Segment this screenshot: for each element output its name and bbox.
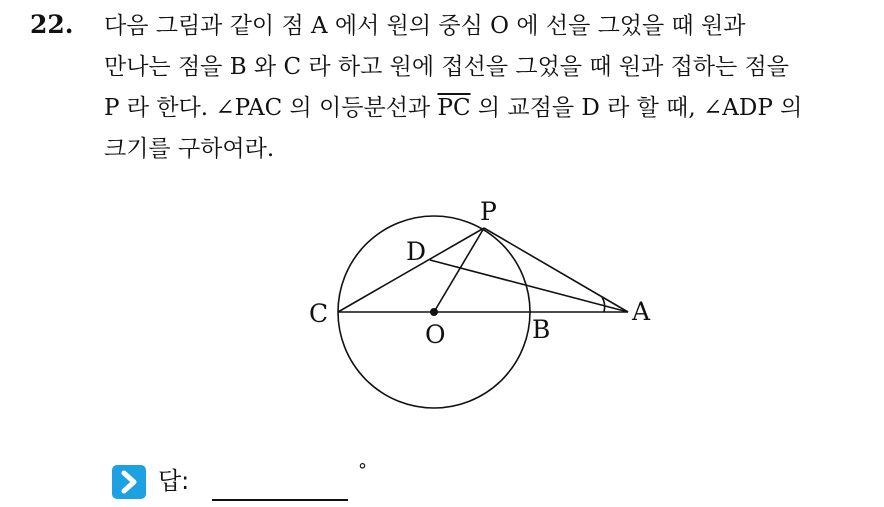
- answer-row: [112, 462, 512, 506]
- answer-unit: °: [358, 460, 367, 481]
- geometry-figure: [300, 190, 660, 418]
- problem-number: 22.: [30, 10, 74, 39]
- label-d: D: [406, 237, 427, 266]
- label-a: A: [632, 297, 651, 326]
- label-c: C: [309, 299, 329, 328]
- label-p: P: [480, 197, 497, 226]
- tangent-pa: [484, 228, 628, 312]
- problem-line-3: [104, 88, 874, 129]
- center-point-o: [430, 308, 438, 316]
- label-b: B: [532, 315, 551, 344]
- problem-line-3-start: P 라 한다. ∠PAC 의 이등분선과: [104, 95, 438, 121]
- line-op: [434, 228, 484, 312]
- arc-pc: $\overline{PC}$: [437, 95, 471, 121]
- answer-label: 답:: [158, 467, 190, 495]
- problem-line-3-end: 의 교점을 D 라 할 때, ∠ADP 의: [470, 95, 803, 121]
- answer-blank[interactable]: [212, 499, 348, 501]
- problem-line-4: 크기를 구하여라.: [104, 136, 275, 162]
- problem-line-1: 다음 그림과 같이 점 A 에서 원의 중심 O 에 선을 그었을 때 원과: [104, 13, 746, 39]
- problem-text: [104, 6, 874, 170]
- chevron-right-icon: [112, 465, 146, 499]
- problem-line-2: 만나는 점을 B 와 C 라 하고 원에 접선을 그었을 때 원과 접하는 점을: [104, 54, 789, 80]
- label-o: O: [425, 320, 446, 349]
